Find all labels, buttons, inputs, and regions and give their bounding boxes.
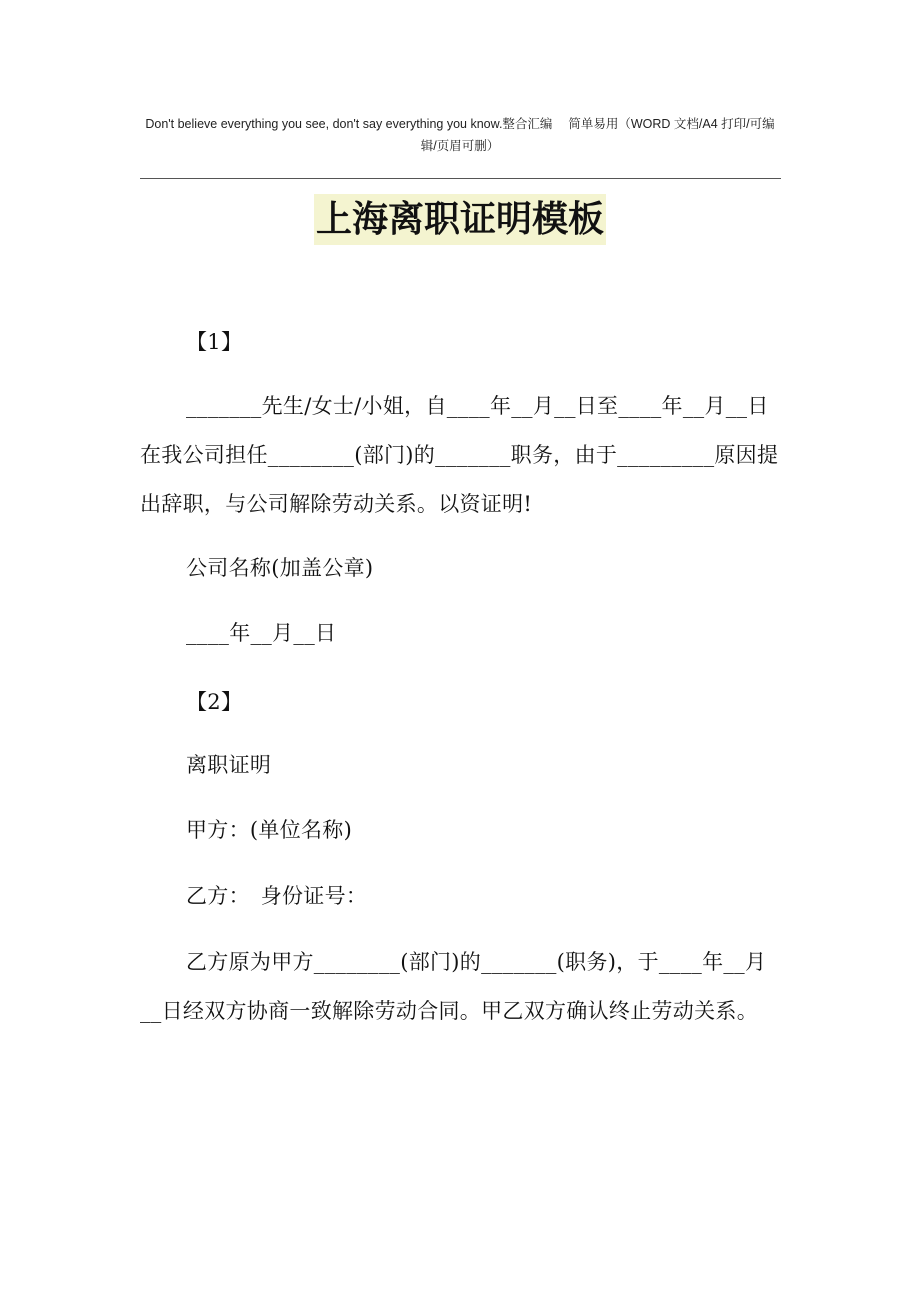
company-name-line: 公司名称(加盖公章) [186, 556, 374, 580]
date-line: ____年__月__日 [186, 621, 337, 645]
section1-body: _______先生/女士/小姐，自____年__月__日至____年__月__日在我公司担任________(部门)的_______职务，由于_________原因提出辞职，与公司解除劳动关系。以资证明! [140, 394, 779, 516]
section2-body: 乙方原为甲方________(部门)的_______(职务)，于____年__月__日经双方协商一致解除劳动合同。甲乙双方确认终止劳动关系。 [140, 950, 767, 1023]
header-divider [140, 178, 781, 179]
section-marker-2: 【2】 [186, 690, 243, 714]
section2-heading: 离职证明 [186, 753, 272, 777]
party-a-line: 甲方：(单位名称) [186, 818, 353, 842]
party-b-line: 乙方： 身份证号： [186, 884, 368, 908]
section-marker-1: 【1】 [186, 330, 243, 354]
page-header-note: Don't believe everything you see, don't say everything you know.整合汇编 简单易用（WORD 文档/A4 打印/可编辑/页眉可删） [145, 117, 775, 153]
document-title: 上海离职证明模板 [314, 194, 606, 245]
title-container [0, 194, 920, 245]
